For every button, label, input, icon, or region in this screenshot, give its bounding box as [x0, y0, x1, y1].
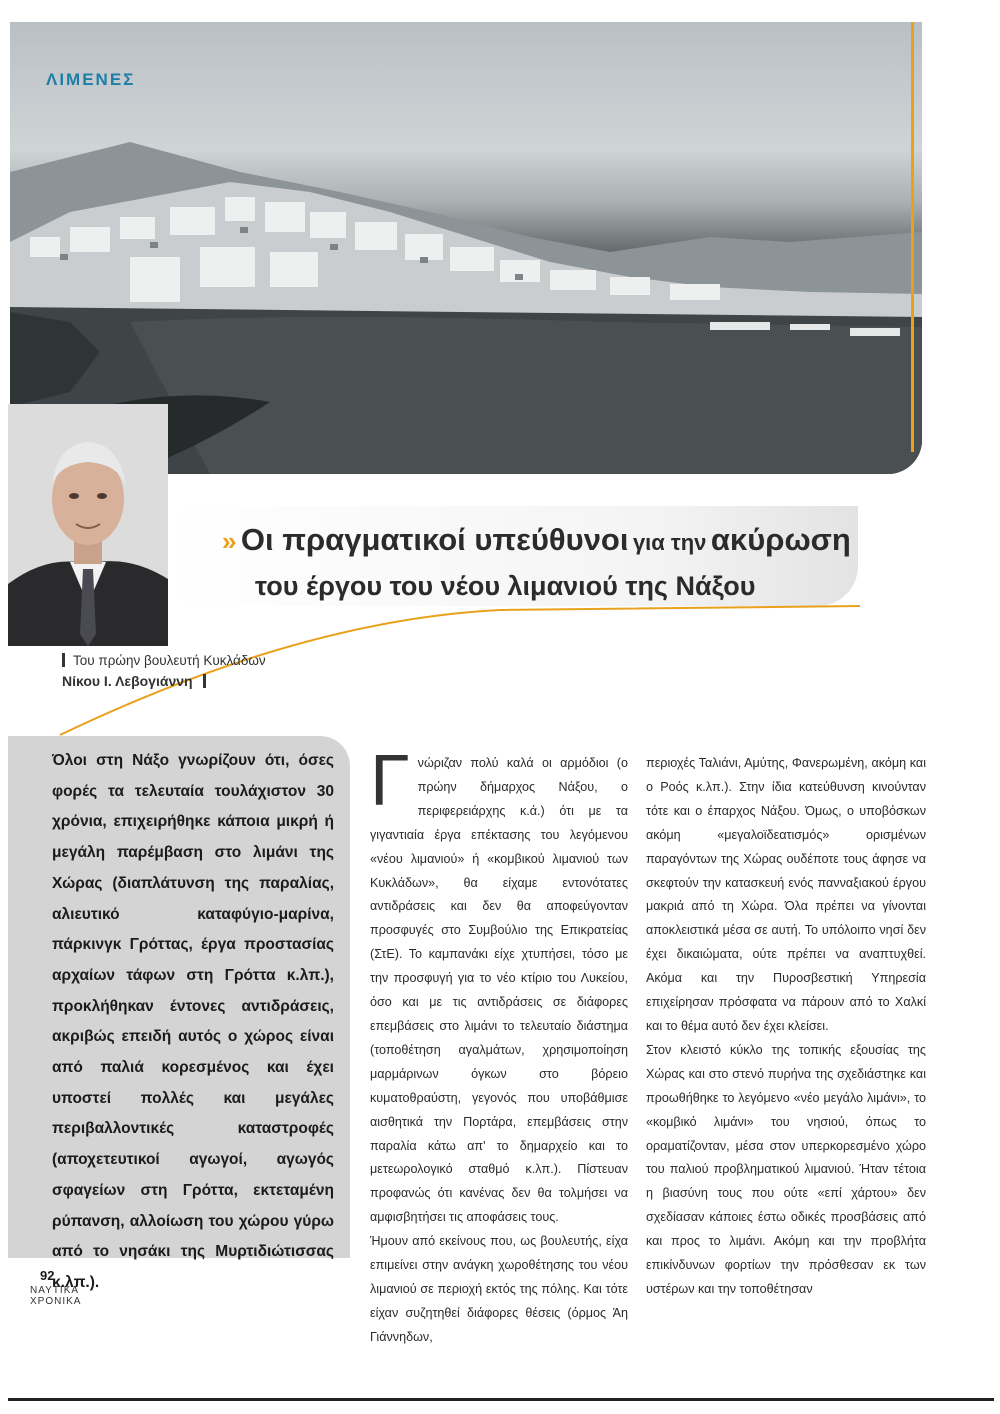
title-line2: του έργου του νέου λιμανιού της Νάξου: [255, 571, 756, 601]
byline-role: Του πρώην βουλευτή Κυκλάδων: [73, 653, 266, 668]
byline-bar: [62, 653, 65, 667]
byline-author: Νίκου Ι. Λεβογιάννη: [62, 673, 193, 689]
col2-paragraph-1: περιοχές Ταλιάνι, Αμύτης, Φανερωμένη, ακόμη και ο Ροός κ.λπ.). Στην ίδια κατεύθυνση κινούνταν τότε και ο έπαρχος Νάξου. Όμως, ο υποβόσκων ακόμη «μεγαλοϊδεατισμός» ορισμένων παραγόντων της Χώρας ουδέποτε τους άφησε να σκεφτούν την κατασκευή ενός πανναξιακού έργου μακριά από τη Χώρα. Όλα πρέπει να γίνονται αποκλειστικά μέσα σε αυτή. Το υπόλοιπο νησί δεν έχει δικαιώματα, ούτε πρέπει να αναπτυχθεί. Ακόμα και την Πυροσβεστική Υπηρεσία επιχείρησαν πρόσφατα να πάρουν από το Χαλκί και το θέμα αυτό δεν έχει κλείσει.: [646, 756, 926, 1033]
byline: [62, 650, 266, 692]
title-line1-b: για την: [632, 530, 707, 555]
section-label: ΛΙΜΕΝΕΣ: [46, 70, 136, 89]
article-title: [222, 520, 862, 606]
magazine-name: [30, 1285, 81, 1307]
byline-bar-end: [203, 674, 206, 688]
hero-accent-edge: [911, 22, 914, 452]
body-column-2: [646, 752, 926, 1302]
col1-paragraph-2: Ήμουν από εκείνους που, ως βουλευτής, είχα επιμείνει στην ανάγκη χωροθέτησης του νέου λιμανιού σε περιοχή εκτός της πόλης. Και τότε είχαν συζητηθεί διάφορες θέσεις (όρμος Άη Γιάννηδων,: [370, 1234, 628, 1344]
intro-text: Όλοι στη Νάξο γνωρίζουν ότι, όσες φορές τα τελευταία τουλάχιστον 30 χρόνια, επιχειρήθηκε κάποια μικρή ή μεγάλη παρέμβαση στο λιμάνι της Χώρας (διαπλάτυνση της παραλίας, αλιευτικό καταφύγιο-μαρίνα, πάρκινγκ Γρόττας, έργα προστασίας αρχαίων τάφων στη Γρόττα κ.λπ.), προκλήθηκαν έντονες αντιδράσεις, ακριβώς επειδή αυτός ο χώρος είναι από παλιά κορεσμένος και έχει υποστεί πολλές και μεγάλες περιβαλλοντικές καταστροφές (αποχετευτικοί αγωγοί, αγωγός σφαγείων στη Γρόττα, εκτεταμένη ρύπανση, αλλοίωση του χώρου γύρω από το νησάκι της Μυρτιδιώτισσας κ.λπ.).: [52, 752, 334, 1291]
page-number: 92: [40, 1268, 55, 1283]
author-portrait: [8, 404, 168, 646]
col1-paragraph-1: νώριζαν πολύ καλά οι αρμόδιοι (ο πρώην δήμαρχος Νάξου, ο περιφερειάρχης κ.ά.) ότι με τα γιγαντιαία έργα επέκτασης του λεγόμενου «νέου λιμανιού» ή «κομβικού λιμανιού των Κυκλάδων», θα είχαμε εντονότατες αντιδράσεις και δεν θα αποφεύγονταν προσφυγές στο Συμβούλιο της Επικρατείας (ΣτΕ). Το καμπανάκι είχε χτυπήσει, τόσο με την προσφυγή για το νέο κτίριο του Λυκείου, όσο και με τις αντιδράσεις σε διάφορες επεμβάσεις στο λιμάνι το τελευταίο διάστημα (τοποθέτηση αγαλμάτων, χρησιμοποίηση μαρμάρινων όγκων στο βόρειο κυματοθραύστη, γεγονός που υποβάθμισε αισθητικά την Πορτάρα, επεμβάσεις στην παραλία κάτω απ' το δημαρχείο και το μετεωρολογικό σταθμό κ.λπ.). Πίστευαν προφανώς ότι κανένας δεν θα τολμήσει να αμφισβητήσει τις αποφάσεις τους.: [370, 756, 628, 1225]
title-line1-a: Οι πραγματικοί υπεύθυνοι: [240, 522, 629, 557]
col2-paragraph-2: Στον κλειστό κύκλο της τοπικής εξουσίας της Χώρας και στο στενό πυρήνα της σχεδιάστηκε και προωθήθηκε το λεγόμενο «νέο μεγάλο λιμάνι», το «κομβικό λιμάνι» του νησιού, όπως το οραματίζονταν, μέσα στον υπερκορεσμένο χώρο του παλιού προβληματικού λιμανιού. Ήταν τέτοια η βιασύνη τους που ούτε «επί χάρτου» δεν σχεδίασαν κάποιες έστω οδικές προσβάσεις από και προς το λιμάνι. Ακόμη και την προβλήτα επικίνδυνων φορτίων την πρόσθεσαν εκ των υστέρων και την τοποθέτησαν: [646, 1042, 926, 1296]
dropcap: Γ: [370, 741, 410, 821]
magazine-line1: ΝΑΥΤΙΚΑ: [30, 1285, 80, 1296]
bottom-rule: [8, 1398, 994, 1401]
title-line1-c: ακύρωση: [710, 522, 851, 557]
title-arrow-icon: »: [222, 526, 237, 556]
magazine-line2: ΧΡΟΝΙΚΑ: [30, 1296, 82, 1307]
body-column-1: [370, 741, 628, 1350]
